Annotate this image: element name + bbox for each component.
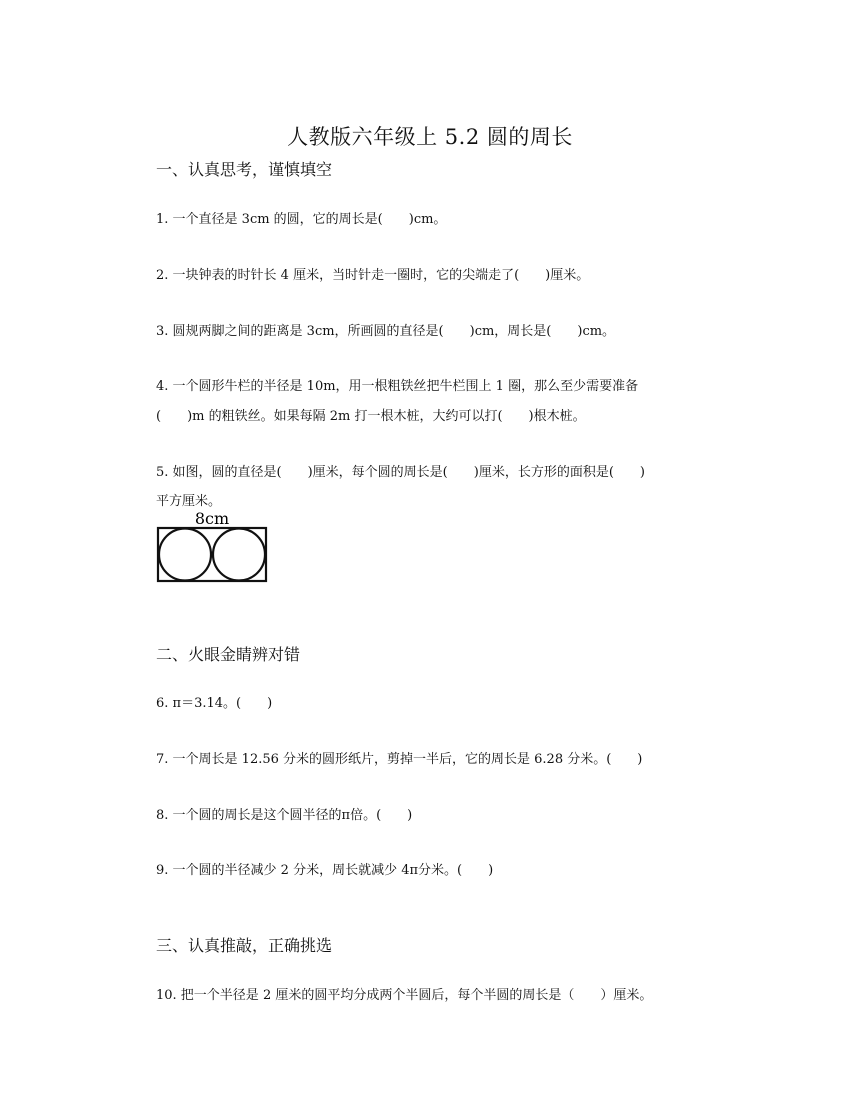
question-3: 3. 圆规两脚之间的距离是 3cm，所画圆的直径是( )cm，周长是( )cm。 — [156, 324, 616, 339]
question-10: 10. 把一个半径是 2 厘米的圆平均分成两个半圆后，每个半圆的周长是（ ）厘米。 — [156, 988, 653, 1003]
question-8: 8. 一个圆的周长是这个圆半径的π倍。( ) — [156, 808, 413, 823]
figure-right-circle — [213, 529, 265, 581]
question-2: 2. 一块钟表的时针长 4 厘米，当时针走一圈时，它的尖端走了( )厘米。 — [156, 268, 590, 283]
question-5-line-2: 平方厘米。 — [156, 494, 222, 509]
section-heading-fill-in: 一、认真思考，谨慎填空 — [156, 160, 333, 179]
page-title: 人教版六年级上 5.2 圆的周长 — [287, 125, 573, 149]
question-4-line-1: 4. 一个圆形牛栏的半径是 10m，用一根粗铁丝把牛栏围上 1 圈，那么至少需要准备 — [156, 379, 639, 394]
figure-width-label: 8cm — [194, 509, 230, 528]
question-1: 1. 一个直径是 3cm 的圆，它的周长是( )cm。 — [156, 212, 447, 227]
two-circles-figure — [156, 509, 268, 585]
question-5-line-1: 5. 如图，圆的直径是( )厘米，每个圆的周长是( )厘米，长方形的面积是( ) — [156, 465, 645, 480]
question-7: 7. 一个周长是 12.56 分米的圆形纸片，剪掉一半后，它的周长是 6.28 分米。( ) — [156, 752, 643, 767]
figure-left-circle — [159, 529, 211, 581]
section-heading-true-false: 二、火眼金睛辨对错 — [156, 645, 301, 664]
question-4-line-2: ( )m 的粗铁丝。如果每隔 2m 打一根木桩，大约可以打( )根木桩。 — [156, 409, 586, 424]
question-6: 6. π＝3.14。( ) — [156, 696, 273, 711]
question-9: 9. 一个圆的半径减少 2 分米，周长就减少 4π分米。( ) — [156, 863, 494, 878]
section-heading-multiple-choice: 三、认真推敲，正确挑选 — [156, 936, 333, 955]
